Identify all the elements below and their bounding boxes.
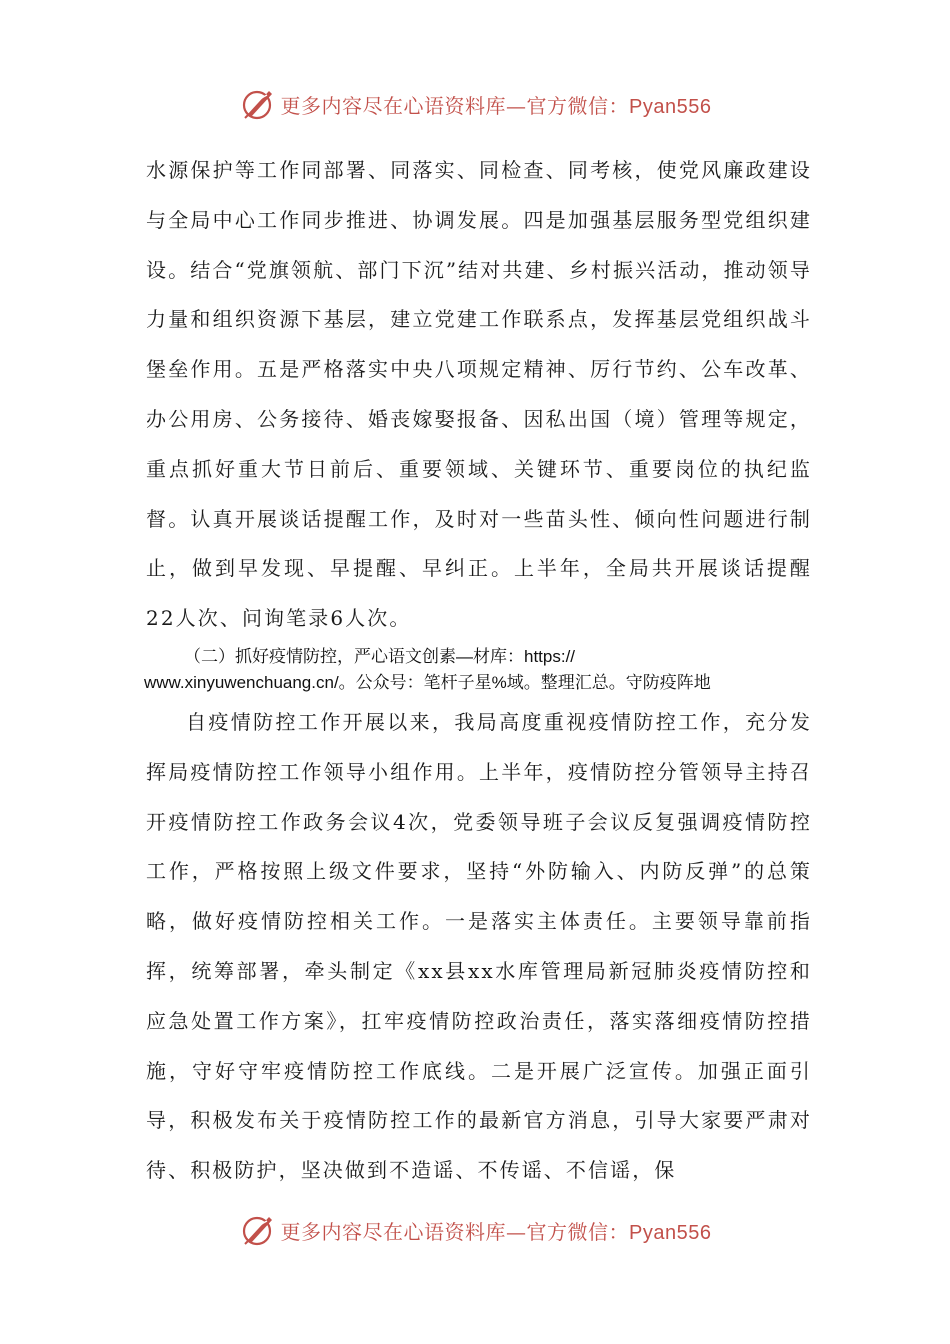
heading-line-1: （二）抓好疫情防控，严心语文创素—材库：https:// <box>184 646 576 666</box>
heading-line-2: www.xinyuwenchuang.cn/。公众号：笔杆子星%域。整理汇总。守防疫阵地 <box>144 672 711 692</box>
paragraph-1: 水源保护等工作同部署、同落实、同检查、同考核，使党风廉政建设与全局中心工作同步推进、协调发展。四是加强基层服务型党组织建设。结合“党旗领航、部门下沉”结对共建、乡村振兴活动，推动领导力量和组织资源下基层，建立党建工作联系点，发挥基层党组织战斗堡垒作用。五是严格落实中央八项规定精神、厉行节约、公车改革、办公用房、公务接待、婚丧嫁娶报备、因私出国（境）管理等规定，重点抓好重大节日前后、重要领域、关键环节、重要岗位的执纪监督。认真开展谈话提醒工作，及时对一些苗头性、倾向性问题进行制止，做到早发现、早提醒、早纠正。上半年，全局共开展谈话提醒22人次、问询笔录6人次。 <box>146 158 812 631</box>
document-body <box>146 146 812 1196</box>
footer-banner <box>0 1208 950 1252</box>
wechat-id: Pyan556 <box>629 95 712 118</box>
quill-logo-icon <box>239 85 277 123</box>
wechat-id: Pyan556 <box>629 1221 712 1244</box>
quill-logo-icon <box>239 1211 277 1249</box>
section-heading <box>144 644 812 696</box>
banner-text: 更多内容尽在心语资料库—官方微信：Pyan556 <box>280 1219 712 1244</box>
banner-text: 更多内容尽在心语资料库—官方微信：Pyan556 <box>280 93 712 118</box>
header-banner <box>0 82 950 126</box>
paragraph-2: 自疫情防控工作开展以来，我局高度重视疫情防控工作，充分发挥局疫情防控工作领导小组作用。上半年，疫情防控分管领导主持召开疫情防控工作政务会议4次，党委领导班子会议反复强调疫情防控工作，严格按照上级文件要求，坚持“外防输入、内防反弹”的总策略，做好疫情防控相关工作。一是落实主体责任。主要领导靠前指挥，统筹部署，牵头制定《xx县xx水库管理局新冠肺炎疫情防控和应急处置工作方案》，扛牢疫情防控政治责任，落实落细疫情防控措施，守好守牢疫情防控工作底线。二是开展广泛宣传。加强正面引导，积极发布关于疫情防控工作的最新官方消息，引导大家要严肃对待、积极防护，坚决做到不造谣、不传谣、不信谣，保 <box>146 709 812 1183</box>
